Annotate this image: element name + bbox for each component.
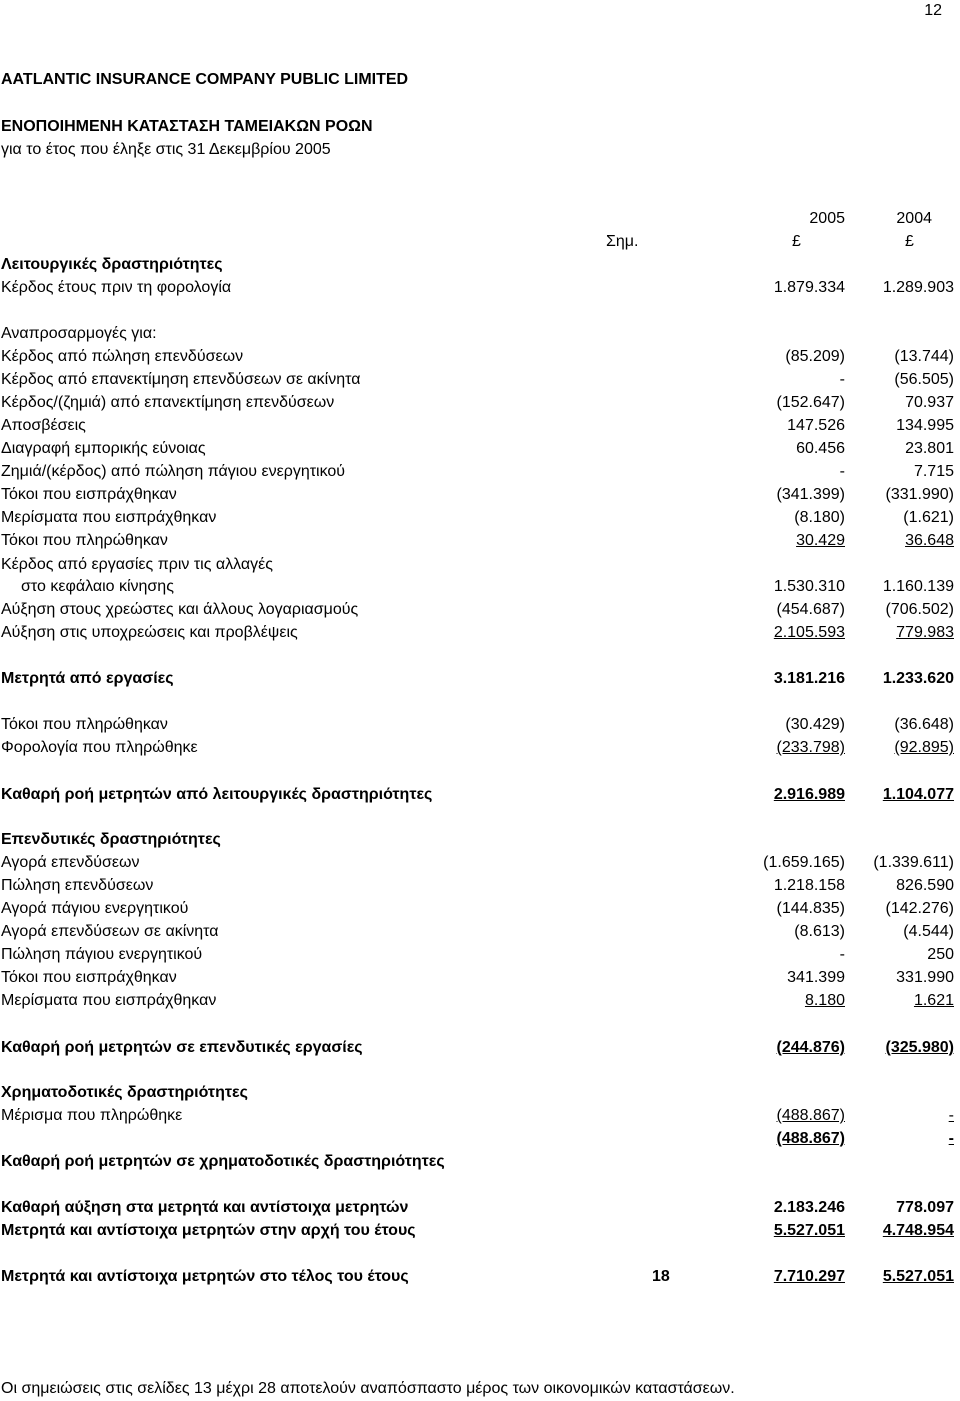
table-row <box>0 1083 960 1103</box>
row-label: Μέρισμα που πληρώθηκε <box>1 1107 183 1124</box>
row-label: Τόκοι που πληρώθηκαν <box>1 716 168 733</box>
row-label: Αποσβέσεις <box>1 417 86 434</box>
row-value-2005: (454.687) <box>776 601 845 618</box>
row-value-2004: 1.160.139 <box>882 578 954 595</box>
row-label: Μετρητά από εργασίες <box>1 670 174 687</box>
row-value-2005: 1.879.334 <box>773 279 845 296</box>
row-label: Καθαρή ροή μετρητών από λειτουργικές δραστηριότητες <box>1 786 433 803</box>
row-label: Τόκοι που εισπράχθηκαν <box>1 969 177 986</box>
table-row <box>0 462 960 482</box>
row-label: Μερίσματα που εισπράχθηκαν <box>1 992 217 1009</box>
table-row <box>0 922 960 942</box>
row-value-2005: 1.218.158 <box>773 877 845 894</box>
row-value-2004: (56.505) <box>894 371 954 388</box>
row-value-2004: (4.544) <box>903 923 954 940</box>
table-row <box>0 830 960 850</box>
row-value-2004: 23.801 <box>905 440 954 457</box>
header-note: Σημ. <box>606 233 639 250</box>
row-label: Κέρδος/(ζημιά) από επανεκτίμηση επενδύσεων <box>1 394 335 411</box>
table-row <box>0 508 960 528</box>
row-value-2005: (1.659.165) <box>763 854 845 871</box>
statement-subtitle: για το έτος που έληξε στις 31 Δεκεμβρίου 2005 <box>1 141 331 158</box>
table-row <box>0 968 960 988</box>
row-value-2005: 2.105.593 <box>773 624 845 641</box>
row-value-2004: 4.748.954 <box>882 1222 954 1239</box>
row-label: Καθαρή ροή μετρητών σε επενδυτικές εργασίες <box>1 1039 363 1056</box>
row-label: Λειτουργικές δραστηριότητες <box>1 256 223 273</box>
row-label: Κέρδος από επανεκτίμηση επενδύσεων σε ακίνητα <box>1 371 361 388</box>
table-row <box>0 555 960 575</box>
header-year-2004: 2004 <box>896 210 932 227</box>
row-value-2005: 5.527.051 <box>773 1222 845 1239</box>
company-name: AATLANTIC INSURANCE COMPANY PUBLIC LIMITED <box>1 71 409 88</box>
table-row <box>0 945 960 965</box>
row-value-2004: 134.995 <box>896 417 954 434</box>
row-value-2004: 1.289.903 <box>882 279 954 296</box>
row-value-2004: 826.590 <box>896 877 954 894</box>
statement-title: ΕΝΟΠΟΙΗΜΕΝΗ ΚΑΤΑΣΤΑΣΗ ΤΑΜΕΙΑΚΩΝ ΡΟΩΝ <box>1 118 373 135</box>
table-row <box>0 899 960 919</box>
row-value-2005: 8.180 <box>804 992 845 1009</box>
row-value-2004: (1.339.611) <box>873 854 954 871</box>
row-label: Πώληση επενδύσεων <box>1 877 154 894</box>
row-label: Καθαρή ροή μετρητών σε χρηματοδοτικές δραστηριότητες <box>1 1153 445 1170</box>
row-value-2004: 1.621 <box>913 992 954 1009</box>
table-row <box>0 1198 960 1218</box>
row-value-2005: (144.835) <box>776 900 845 917</box>
row-value-2005: (152.647) <box>776 394 845 411</box>
header-currency-2005: £ <box>792 233 801 250</box>
table-row <box>0 991 960 1011</box>
row-value-2005: 7.710.297 <box>773 1268 845 1285</box>
table-row <box>0 738 960 758</box>
table-row <box>0 785 960 805</box>
row-value-2005: (341.399) <box>776 486 845 503</box>
row-value-2005: 341.399 <box>787 969 845 986</box>
table-row <box>0 439 960 459</box>
row-value-2005: - <box>839 371 845 388</box>
row-label: Αύξηση στους χρεώστες και άλλους λογαριασμούς <box>1 601 359 618</box>
row-value-2004: (706.502) <box>885 601 954 618</box>
row-value-2004: 36.648 <box>905 532 954 549</box>
row-value-2004: (325.980) <box>885 1039 954 1056</box>
row-label: Χρηματοδοτικές δραστηριότητες <box>1 1084 248 1101</box>
row-value-2005: 2.916.989 <box>773 786 845 803</box>
row-value-2004: (36.648) <box>894 716 954 733</box>
row-label: Κέρδος από εργασίες πριν τις αλλαγές <box>1 556 273 573</box>
table-row <box>0 1152 960 1172</box>
row-label: Αναπροσαρμογές για: <box>1 325 157 342</box>
row-label: στο κεφάλαιο κίνησης <box>21 578 174 595</box>
table-row <box>0 1106 960 1126</box>
row-label: Κέρδος έτους πριν τη φορολογία <box>1 279 232 296</box>
row-value-2004: 5.527.051 <box>882 1268 954 1285</box>
table-row <box>0 1221 960 1241</box>
footer-note: Οι σημειώσεις στις σελίδες 13 μέχρι 28 αποτελούν αναπόσπαστο μέρος των οικονομικών καταστάσεων. <box>1 1380 735 1397</box>
row-label: Αύξηση στις υποχρεώσεις και προβλέψεις <box>1 624 298 641</box>
row-value-2004: 70.937 <box>905 394 954 411</box>
row-value-2005: 3.181.216 <box>773 670 845 687</box>
table-row <box>0 485 960 505</box>
row-label: Αγορά επενδύσεων σε ακίνητα <box>1 923 219 940</box>
row-value-2005: - <box>839 463 845 480</box>
row-value-2004: (92.895) <box>894 739 954 756</box>
table-row <box>0 853 960 873</box>
table-row <box>0 255 960 275</box>
row-label: Αγορά επενδύσεων <box>1 854 140 871</box>
row-value-2005: 1.530.310 <box>773 578 845 595</box>
row-value-2004: 331.990 <box>896 969 954 986</box>
row-value-2004: (1.621) <box>903 509 954 526</box>
row-value-2004: (13.744) <box>894 348 954 365</box>
table-row <box>0 669 960 689</box>
header-currency-2004: £ <box>905 233 914 250</box>
row-value-2005: 2.183.246 <box>773 1199 845 1216</box>
row-value-2004: (331.990) <box>885 486 954 503</box>
row-value-2005: (244.876) <box>776 1039 845 1056</box>
row-value-2005: (488.867) <box>776 1130 845 1147</box>
table-row <box>0 278 960 298</box>
row-value-2005: (8.613) <box>794 923 845 940</box>
row-value-2005: (233.798) <box>776 739 845 756</box>
row-label: Φορολογία που πληρώθηκε <box>1 739 198 756</box>
row-value-2004: 1.233.620 <box>882 670 954 687</box>
table-row <box>0 1129 960 1149</box>
table-row <box>0 623 960 643</box>
table-row <box>0 600 960 620</box>
table-row <box>0 1038 960 1058</box>
row-value-2005: (488.867) <box>776 1107 845 1124</box>
page-number: 12 <box>924 2 942 19</box>
table-row <box>0 347 960 367</box>
row-value-2005: (30.429) <box>785 716 845 733</box>
row-value-2005: - <box>839 946 845 963</box>
row-value-2004: 250 <box>927 946 954 963</box>
row-label: Διαγραφή εμπορικής εύνοιας <box>1 440 206 457</box>
row-value-2004: (142.276) <box>885 900 954 917</box>
row-value-2004: 1.104.077 <box>882 786 954 803</box>
row-label: Μετρητά και αντίστοιχα μετρητών στην αρχή του έτους <box>1 1222 416 1239</box>
table-row <box>0 876 960 896</box>
table-row <box>0 393 960 413</box>
table-row <box>0 370 960 390</box>
row-value-2004: - <box>948 1130 954 1147</box>
row-label: Επενδυτικές δραστηριότητες <box>1 831 221 848</box>
row-value-2004: 778.097 <box>896 1199 954 1216</box>
row-value-2005: 60.456 <box>796 440 845 457</box>
table-row <box>0 715 960 735</box>
row-label: Τόκοι που εισπράχθηκαν <box>1 486 177 503</box>
row-value-2004: 779.983 <box>896 624 954 641</box>
row-value-2005: 147.526 <box>787 417 845 434</box>
table-row <box>0 416 960 436</box>
row-value-2005: (85.209) <box>785 348 845 365</box>
table-row <box>0 1267 960 1287</box>
row-label: Πώληση πάγιου ενεργητικού <box>1 946 203 963</box>
table-row <box>0 531 960 551</box>
row-label: Μετρητά και αντίστοιχα μετρητών στο τέλος του έτους <box>1 1268 409 1285</box>
table-row <box>0 324 960 344</box>
row-label: Καθαρή αύξηση στα μετρητά και αντίστοιχα μετρητών <box>1 1199 409 1216</box>
table-row <box>0 577 960 597</box>
row-value-2005: (8.180) <box>794 509 845 526</box>
row-label: Ζημιά/(κέρδος) από πώληση πάγιου ενεργητικού <box>1 463 346 480</box>
header-year-2005: 2005 <box>809 210 845 227</box>
row-note: 18 <box>652 1268 670 1285</box>
row-value-2005: 30.429 <box>796 532 845 549</box>
row-label: Τόκοι που πληρώθηκαν <box>1 532 168 549</box>
row-label: Κέρδος από πώληση επενδύσεων <box>1 348 244 365</box>
row-label: Μερίσματα που εισπράχθηκαν <box>1 509 217 526</box>
row-value-2004: 7.715 <box>913 463 954 480</box>
row-label: Αγορά πάγιου ενεργητικού <box>1 900 189 917</box>
row-value-2004: - <box>948 1107 954 1124</box>
